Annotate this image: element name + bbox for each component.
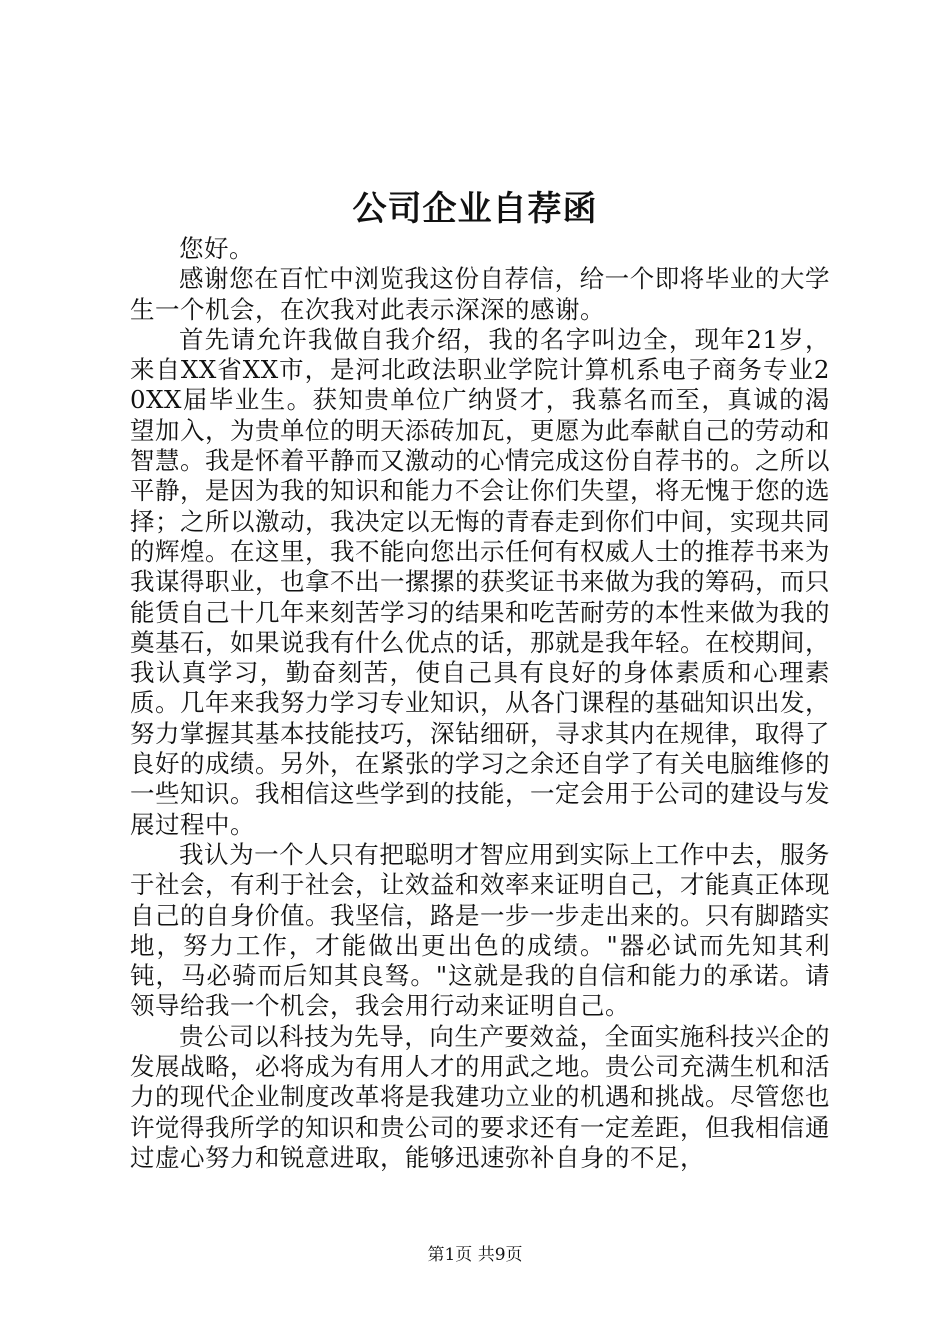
document-title: 公司企业自荐函 [352,189,598,229]
greeting-paragraph: 您好。 [179,234,254,263]
page-number-footer: 第1页 共9页 [427,1245,523,1265]
letter-body [130,234,830,1173]
values-paragraph: 我认为一个人只有把聪明才智应用到实际上工作中去，服务于社会，有利于社会，让效益和效率来证明自己，才能真正体现自己的自身价值。我坚信，路是一步一步走出来的。只有脚踏实地，努力工作，才能做出更出色的成绩。"器必试而先知其利钝，马必骑而后知其良驽。"这就是我的自信和能力的承诺。请领导给我一个机会，我会用行动来证明自己。 [130,839,830,1021]
self-introduction-paragraph: 首先请允许我做自我介绍，我的名字叫边全，现年21岁，来自XX省XX市，是河北政法职业学院计算机系电子商务专业20XX届毕业生。获知贵单位广纳贤才，我慕名而至，真诚的渴望加入，为贵单位的明天添砖加瓦，更愿为此奉献自己的劳动和智慧。我是怀着平静而又激动的心情完成这份自荐书的。之所以平静，是因为我的知识和能力不会让你们失望，将无愧于您的选择；之所以激动，我决定以无悔的青春走到你们中间，实现共同的辉煌。在这里，我不能向您出示任何有权威人士的推荐书来为我谋得职业，也拿不出一摞摞的获奖证书来做为我的筹码，而只能赁自己十几年来刻苦学习的结果和吃苦耐劳的本性来做为我的奠基石，如果说我有什么优点的话，那就是我年轻。在校期间，我认真学习，勤奋刻苦，使自己具有良好的身体素质和心理素质。几年来我努力学习专业知识，从各门课程的基础知识出发，努力掌握其基本技能技巧，深钻细研，寻求其内在规律，取得了良好的成绩。另外，在紧张的学习之余还自学了有关电脑维修的一些知识。我相信这些学到的技能，一定会用于公司的建设与发展过程中。 [130,324,830,839]
company-paragraph: 贵公司以科技为先导，向生产要效益，全面实施科技兴企的发展战略，必将成为有用人才的用武之地。贵公司充满生机和活力的现代企业制度改革将是我建功立业的机遇和挑战。尽管您也许觉得我所学的知识和贵公司的要求还有一定差距，但我相信通过虚心努力和锐意进取，能够迅速弥补自身的不足， [130,1021,830,1172]
thanks-paragraph: 感谢您在百忙中浏览我这份自荐信，给一个即将毕业的大学生一个机会，在次我对此表示深深的感谢。 [130,264,830,324]
